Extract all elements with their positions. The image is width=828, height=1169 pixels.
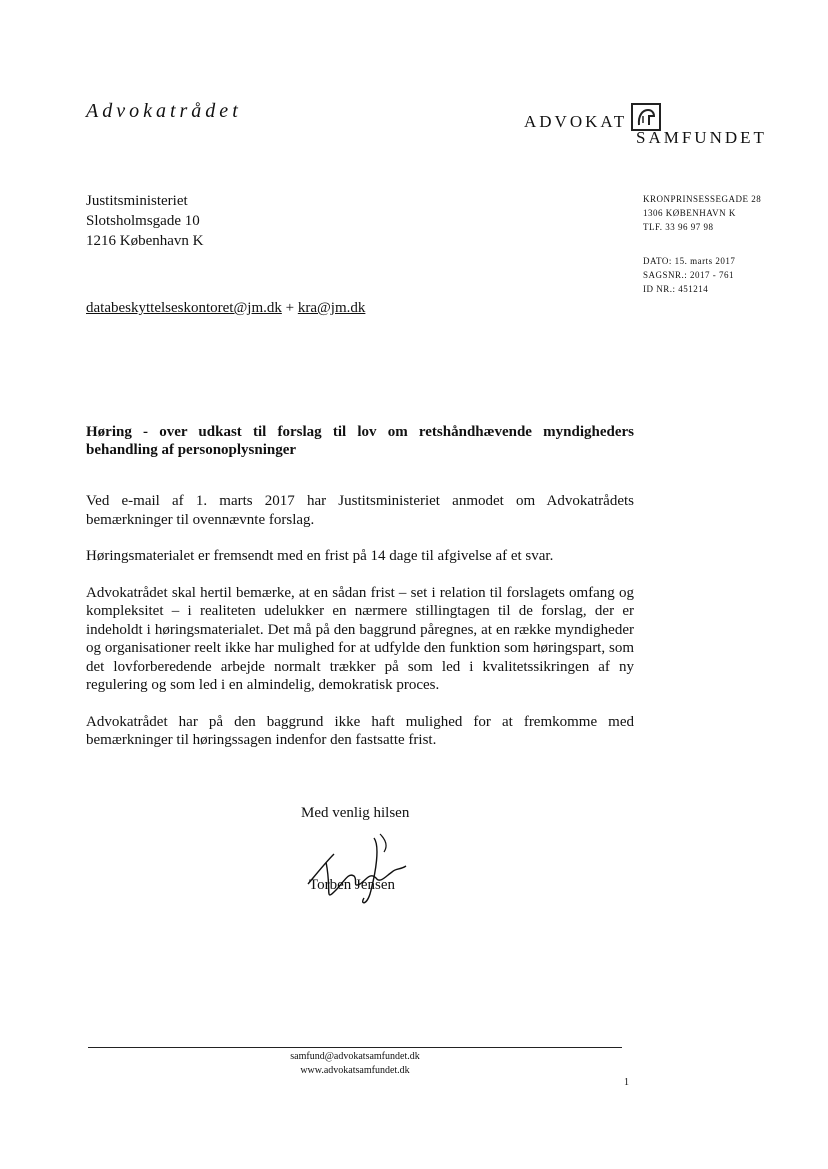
logo-word-top: ADVOKAT	[524, 112, 628, 131]
sender-address	[643, 192, 761, 234]
letter-meta	[643, 254, 735, 296]
case-number: SAGSNR.: 2017 - 761	[643, 270, 735, 280]
footer-email[interactable]: samfund@advokatsamfundet.dk	[290, 1051, 420, 1062]
signer-name: Torben Jensen	[309, 877, 396, 893]
footer-web[interactable]: www.advokatsamfundet.dk	[300, 1065, 410, 1076]
helmet-icon	[631, 103, 661, 131]
email-link-secondary[interactable]: kra@jm.dk	[297, 300, 366, 316]
letter-body	[86, 492, 634, 768]
id-number: ID NR.: 451214	[643, 284, 709, 294]
email-link-primary[interactable]: databeskyttelseskontoret@jm.dk	[86, 300, 282, 316]
body-paragraph-2: Høringsmaterialet er fremsendt med en frist på 14 dage til afgivelse af et svar.	[86, 548, 554, 564]
sender-city: 1306 KØBENHAVN K	[643, 208, 736, 218]
closing-greeting: Med venlig hilsen	[301, 805, 410, 821]
recipient-emails	[86, 300, 365, 317]
recipient-city: 1216 København K	[86, 233, 204, 249]
recipient-address	[86, 191, 203, 251]
footer-contact	[200, 1050, 510, 1078]
letter-subject: Høring - over udkast til forslag til lov om retshåndhævende myndigheders behandling af personoplysninger	[86, 424, 634, 458]
email-separator: +	[285, 300, 295, 316]
handwritten-signature	[296, 832, 426, 917]
body-paragraph-1: Ved e-mail af 1. marts 2017 har Justitsministeriet anmodet om Advokatrådets bemærkninger til ovennævnte forslag.	[86, 493, 634, 528]
recipient-street: Slotsholmsgade 10	[86, 213, 200, 229]
letter-date: DATO: 15. marts 2017	[643, 256, 736, 266]
brand-advokatraadet: Advokatrådet	[86, 100, 242, 122]
footer-divider	[88, 1047, 622, 1048]
recipient-name: Justitsministeriet	[86, 193, 188, 209]
page-number: 1	[624, 1077, 629, 1088]
logo-word-bottom: SAMFUNDET	[636, 128, 767, 147]
body-paragraph-4: Advokatrådet har på den baggrund ikke haft mulighed for at fremkomme med bemærkninger til høringssagen indenfor den fastsatte frist.	[86, 713, 634, 748]
sender-street: KRONPRINSESSEGADE 28	[643, 194, 762, 204]
sender-phone: TLF. 33 96 97 98	[643, 222, 714, 232]
body-paragraph-3: Advokatrådet skal hertil bemærke, at en sådan frist – set i relation til forslagets omfang og kompleksitet – i realiteten udelukker en nærmere stillingtagen til de forslag, der er indeholdt i høringsmaterialet. Det må på den baggrund påregnes, at en række myndigheder og organisationer reelt ikke har mulighed for at udfylde den funktion som høringspart, som det lovforberedende arbejde normalt trækker på som led i kvalitetssikringen af ny regulering og som led i en almindelig, demokratisk proces.	[86, 584, 634, 693]
